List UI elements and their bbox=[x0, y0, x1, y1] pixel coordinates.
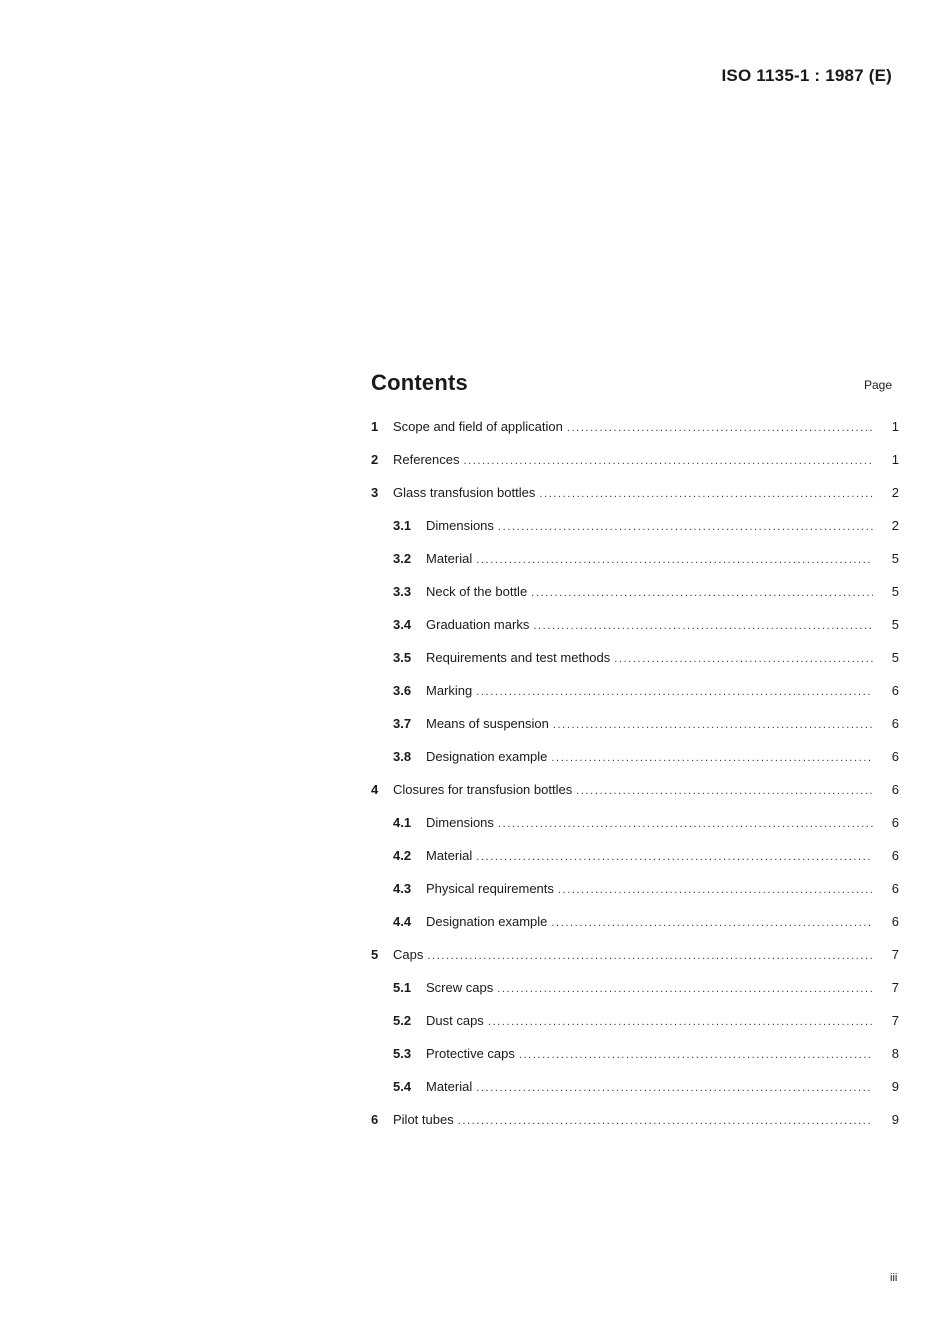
toc-entry[interactable] bbox=[371, 584, 899, 617]
toc-entry[interactable] bbox=[371, 881, 899, 914]
entry-page-number: 6 bbox=[891, 683, 899, 698]
entry-number: 5.2 bbox=[393, 1013, 412, 1028]
entry-number: 3.6 bbox=[393, 683, 412, 698]
toc-entry[interactable] bbox=[371, 1046, 899, 1079]
entry-page-number: 2 bbox=[891, 485, 899, 500]
entry-page-number: 7 bbox=[891, 980, 899, 995]
dot-leader bbox=[519, 1049, 873, 1061]
standard-reference: ISO 1135-1 : 1987 (E) bbox=[721, 66, 892, 85]
entry-page-number: 6 bbox=[891, 782, 899, 797]
entry-page-number: 1 bbox=[891, 452, 899, 467]
entry-number: 1 bbox=[371, 419, 379, 434]
entry-page-number: 9 bbox=[891, 1079, 899, 1094]
entry-page-number: 5 bbox=[891, 617, 899, 632]
entry-title: Caps bbox=[393, 947, 424, 962]
dot-leader bbox=[463, 455, 873, 467]
entry-number: 3 bbox=[371, 485, 379, 500]
entry-number: 5 bbox=[371, 947, 379, 962]
dot-leader bbox=[531, 587, 873, 599]
dot-leader bbox=[539, 488, 873, 500]
toc-entry[interactable] bbox=[371, 419, 899, 452]
entry-page-number: 7 bbox=[891, 1013, 899, 1028]
toc-entry[interactable] bbox=[371, 716, 899, 749]
entry-number: 4.3 bbox=[393, 881, 412, 896]
dot-leader bbox=[476, 686, 873, 698]
contents-title: Contents bbox=[371, 370, 468, 395]
toc-entry[interactable] bbox=[371, 683, 899, 716]
entry-page-number: 1 bbox=[891, 419, 899, 434]
dot-leader bbox=[498, 521, 873, 533]
entry-number: 5.3 bbox=[393, 1046, 412, 1061]
entry-number: 4 bbox=[371, 782, 379, 797]
toc-entry[interactable] bbox=[371, 617, 899, 650]
dot-leader bbox=[497, 983, 873, 995]
entry-number: 3.4 bbox=[393, 617, 412, 632]
entry-number: 6 bbox=[371, 1112, 379, 1127]
contents-entries bbox=[371, 419, 899, 1145]
toc-entry[interactable] bbox=[371, 551, 899, 584]
dot-leader bbox=[476, 554, 873, 566]
entry-number: 5.4 bbox=[393, 1079, 412, 1094]
toc-entry[interactable] bbox=[371, 1112, 899, 1145]
entry-title: References bbox=[393, 452, 460, 467]
dot-leader bbox=[458, 1115, 873, 1127]
page-column-label: Page bbox=[863, 378, 892, 392]
entry-title: Dust caps bbox=[426, 1013, 484, 1028]
dot-leader bbox=[533, 620, 873, 632]
entry-number: 4.1 bbox=[393, 815, 412, 830]
dot-leader bbox=[551, 752, 873, 764]
toc-entry[interactable] bbox=[371, 782, 899, 815]
entry-title: Neck of the bottle bbox=[426, 584, 528, 599]
entry-title: Pilot tubes bbox=[393, 1112, 454, 1127]
entry-number: 4.2 bbox=[393, 848, 412, 863]
dot-leader bbox=[553, 719, 873, 731]
entry-title: Scope and field of application bbox=[393, 419, 563, 434]
entry-title: Material bbox=[426, 848, 473, 863]
dot-leader bbox=[567, 422, 873, 434]
entry-page-number: 6 bbox=[891, 815, 899, 830]
dot-leader bbox=[476, 1082, 873, 1094]
toc-entry[interactable] bbox=[371, 914, 899, 947]
entry-number: 2 bbox=[371, 452, 379, 467]
toc-entry[interactable] bbox=[371, 518, 899, 551]
entry-page-number: 2 bbox=[891, 518, 899, 533]
entry-title: Screw caps bbox=[426, 980, 494, 995]
entry-title: Designation example bbox=[426, 914, 548, 929]
toc-entry[interactable] bbox=[371, 848, 899, 881]
dot-leader bbox=[614, 653, 873, 665]
entry-number: 3.5 bbox=[393, 650, 412, 665]
toc-entry[interactable] bbox=[371, 749, 899, 782]
entry-number: 3.3 bbox=[393, 584, 412, 599]
entry-title: Protective caps bbox=[426, 1046, 515, 1061]
entry-number: 4.4 bbox=[393, 914, 412, 929]
table-of-contents bbox=[371, 366, 899, 1145]
contents-header bbox=[371, 366, 899, 396]
entry-number: 3.1 bbox=[393, 518, 412, 533]
dot-leader bbox=[551, 917, 873, 929]
entry-number: 5.1 bbox=[393, 980, 412, 995]
toc-entry[interactable] bbox=[371, 947, 899, 980]
entry-number: 3.8 bbox=[393, 749, 412, 764]
entry-title: Material bbox=[426, 551, 473, 566]
entry-page-number: 5 bbox=[891, 551, 899, 566]
entry-title: Closures for transfusion bottles bbox=[393, 782, 573, 797]
page-number: iii bbox=[890, 1272, 898, 1284]
entry-title: Graduation marks bbox=[426, 617, 530, 632]
dot-leader bbox=[476, 851, 873, 863]
entry-page-number: 5 bbox=[891, 584, 899, 599]
entry-title: Glass transfusion bottles bbox=[393, 485, 536, 500]
dot-leader bbox=[498, 818, 873, 830]
entry-page-number: 6 bbox=[891, 914, 899, 929]
entry-title: Means of suspension bbox=[426, 716, 549, 731]
entry-page-number: 6 bbox=[891, 749, 899, 764]
entry-number: 3.7 bbox=[393, 716, 412, 731]
dot-leader bbox=[576, 785, 873, 797]
entry-title: Physical requirements bbox=[426, 881, 554, 896]
toc-entry[interactable] bbox=[371, 1079, 899, 1112]
entry-title: Requirements and test methods bbox=[426, 650, 611, 665]
toc-entry[interactable] bbox=[371, 1013, 899, 1046]
entry-page-number: 6 bbox=[891, 881, 899, 896]
toc-entry[interactable] bbox=[371, 815, 899, 848]
entry-page-number: 7 bbox=[891, 947, 899, 962]
entry-title: Dimensions bbox=[426, 518, 494, 533]
toc-entry[interactable] bbox=[371, 485, 899, 518]
entry-page-number: 5 bbox=[891, 650, 899, 665]
entry-page-number: 9 bbox=[891, 1112, 899, 1127]
entry-page-number: 6 bbox=[891, 716, 899, 731]
entry-page-number: 8 bbox=[891, 1046, 899, 1061]
dot-leader bbox=[488, 1016, 873, 1028]
toc-entry[interactable] bbox=[371, 980, 899, 1013]
toc-entry[interactable] bbox=[371, 650, 899, 683]
entry-title: Material bbox=[426, 1079, 473, 1094]
dot-leader bbox=[558, 884, 873, 896]
entry-number: 3.2 bbox=[393, 551, 412, 566]
toc-entry[interactable] bbox=[371, 452, 899, 485]
entry-title: Dimensions bbox=[426, 815, 494, 830]
entry-title: Designation example bbox=[426, 749, 548, 764]
dot-leader bbox=[427, 950, 873, 962]
entry-title: Marking bbox=[426, 683, 473, 698]
entry-page-number: 6 bbox=[891, 848, 899, 863]
